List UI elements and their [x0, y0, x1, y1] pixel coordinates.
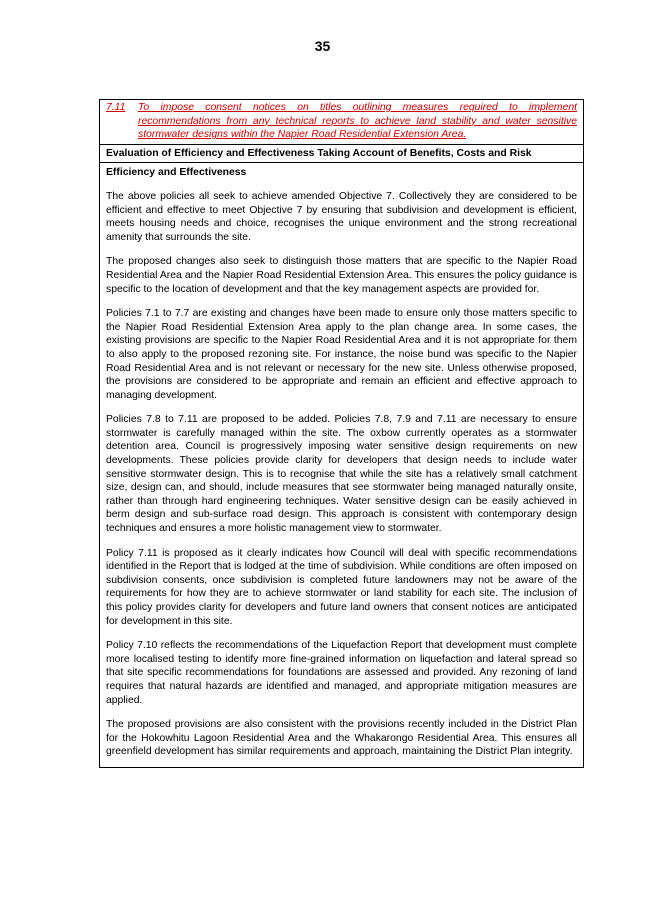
paragraph: Policies 7.1 to 7.7 are existing and changes have been made to ensure only those matters specific to the Napier Road Residential Extension Area apply to the plan change area. In some cases, the existing provisions are specific to the Napier Road Residential Area and it is not appropriate for them to also apply to the proposed rezoning site. For instance, the noise bund was specific to the Napier Road Residential Area and is not relevant or necessary for the new site. Unless otherwise proposed, the provisions are considered to be appropriate and remain an efficient and effective approach to managing development. — [106, 308, 577, 401]
policy-7-11 — [106, 101, 577, 142]
paragraph: The proposed provisions are also consistent with the provisions recently included in the District Plan for the Hokowhitu Lagoon Residential Area and the Whakarongo Residential Area. This ensures all greenfield development has similar requirements and approach, maintaining the District Plan integrity. — [106, 719, 577, 758]
section-heading: Efficiency and Effectiveness — [106, 167, 247, 179]
evaluation-table — [99, 99, 584, 768]
policy-number: 7.11 — [106, 102, 126, 113]
paragraph: Policy 7.10 reflects the recommendations of the Liquefaction Report that development must complete more localised testing to identify more fine-grained information on liquefaction and lateral spread so that site specific recommendations for foundations are assessed and provided. Any rezoning of land requires that natural hazards are identified and managed, and appropriate mitigation measures are applied. — [106, 640, 577, 706]
paragraph: Policy 7.11 is proposed as it clearly indicates how Council will deal with specific recommendations identified in the Report that is lodged at the time of subdivision. While conditions are often imposed on subdivision consents, once subdivision is completed future landowners may not be aware of the requirements for how they are to achieve stormwater or land stability for each site. The inclusion of this policy provides clarity for developers and future land owners that consent notices are anticipated for development in this site. — [106, 547, 577, 627]
paragraph: Policies 7.8 to 7.11 are proposed to be added. Policies 7.8, 7.9 and 7.11 are necessary to ensure stormwater is carefully managed within the site. The oxbow currently operates as a stormwater detention area. Council is progressively imposing water sensitive design requirements on new developments. These policies provide clarity for developers that design needs to include water sensitive stormwater design. This is to recognise that while the site has a relatively small catchment size, design can, and should, include measures that see stormwater being managed naturally onsite, rather than through hard engineering techniques. Water sensitive design can be easily achieved in berm design and sub-surface road design. This approach is consistent with contemporary design techniques and ensures a more holistic management view to stormwater. — [106, 414, 577, 535]
evaluation-body — [100, 162, 583, 767]
policy-row — [100, 100, 583, 144]
policy-text: To impose consent notices on titles outlining measures required to implement recommendations from any technical reports to achieve land stability and water sensitive stormwater designs within the Napier Road Residential Extension Area. — [138, 102, 577, 141]
paragraph: The proposed changes also seek to distinguish those matters that are specific to the Napier Road Residential Area and the Napier Road Residential Extension Area. This ensures the policy guidance is specific to the location of development and that the key management aspects are provided for. — [106, 256, 577, 295]
page-number: 35 — [314, 38, 331, 54]
paragraph: The above policies all seek to achieve amended Objective 7. Collectively they are considered to be efficient and effective to meet Objective 7 by ensuring that subdivision and development is efficient, meets housing needs and choice, recognises the unique environment and the strong recreational amenity that surrounds the site. — [106, 190, 577, 243]
evaluation-heading: Evaluation of Efficiency and Effectiveness Taking Account of Benefits, Costs and Risk — [100, 144, 583, 163]
